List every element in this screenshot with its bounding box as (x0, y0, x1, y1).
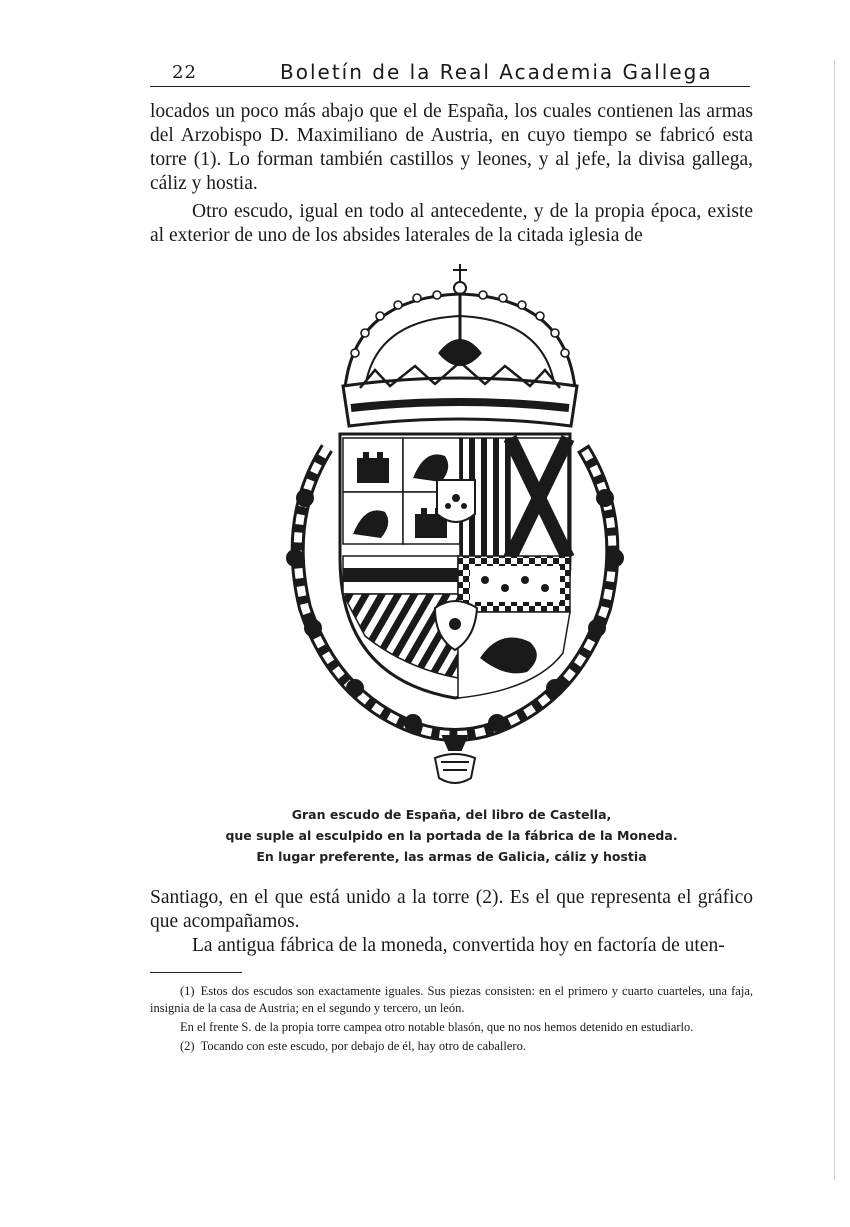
page-header (150, 58, 750, 88)
footnote-text: Tocando con este escudo, por debajo de él, hay otro de caballero. (200, 1039, 526, 1053)
footnote-continuation (150, 1019, 753, 1036)
shield (340, 434, 570, 698)
page-number: 22 (172, 62, 197, 83)
caption-line-3: En lugar preferente, las armas de Galicia, cáliz y hostia (256, 849, 647, 864)
scan-edge-line (834, 60, 835, 1180)
golden-fleece-pendant (435, 736, 475, 783)
body-paragraph-2: Otro escudo, igual en todo al antecedente, y de la propia época, existe al exterior de uno de los absides laterales de la citada iglesia de (150, 201, 753, 246)
footnote-mark: (2) (180, 1039, 195, 1053)
caption-line-1: Gran escudo de España, del libro de Castella, (291, 807, 612, 822)
footnote-mark: (1) (180, 984, 195, 998)
body-paragraph-1: locados un poco más abajo que el de España, los cuales contienen las armas del Arzobispo D. Maximiliano de Austria, en cuyo tiempo se fabricó esta torre (1). Lo forman también castillos y leones, y al jefe, la divisa gallega, cáliz y hostia. (150, 101, 753, 194)
crown-band (343, 362, 577, 426)
caption-line-2: que suple al esculpido en la portada de la fábrica de la Moneda. (225, 828, 678, 843)
footnote-text: En el frente S. de la propia torre campea otro notable blasón, que no nos hemos detenido en estudiarlo. (180, 1020, 694, 1034)
footnote-2 (150, 1038, 753, 1055)
coat-of-arms-illustration (265, 258, 655, 798)
footnote-1 (150, 983, 753, 1017)
header-rule (150, 86, 750, 87)
body-paragraph-4: La antigua fábrica de la moneda, convertida hoy en factoría de uten- (192, 935, 725, 956)
crown-cross (453, 264, 467, 294)
coat-of-arms-figure (265, 258, 655, 798)
body-paragraph-3: Santiago, en el que está unido a la torre (2). Es el que representa el gráfico que acompañamos. (150, 887, 753, 932)
footnotes (150, 983, 753, 1057)
figure-caption (150, 804, 753, 867)
running-title: Boletín de la Real Academia Gallega (280, 60, 713, 84)
footnote-rule (150, 972, 242, 973)
footnote-text: Estos dos escudos son exactamente iguales. Sus piezas consisten: en el primero y cuarto cuarteles, una faja, insignia de la casa de Austria; en el segundo y tercero, un león. (150, 984, 753, 1015)
